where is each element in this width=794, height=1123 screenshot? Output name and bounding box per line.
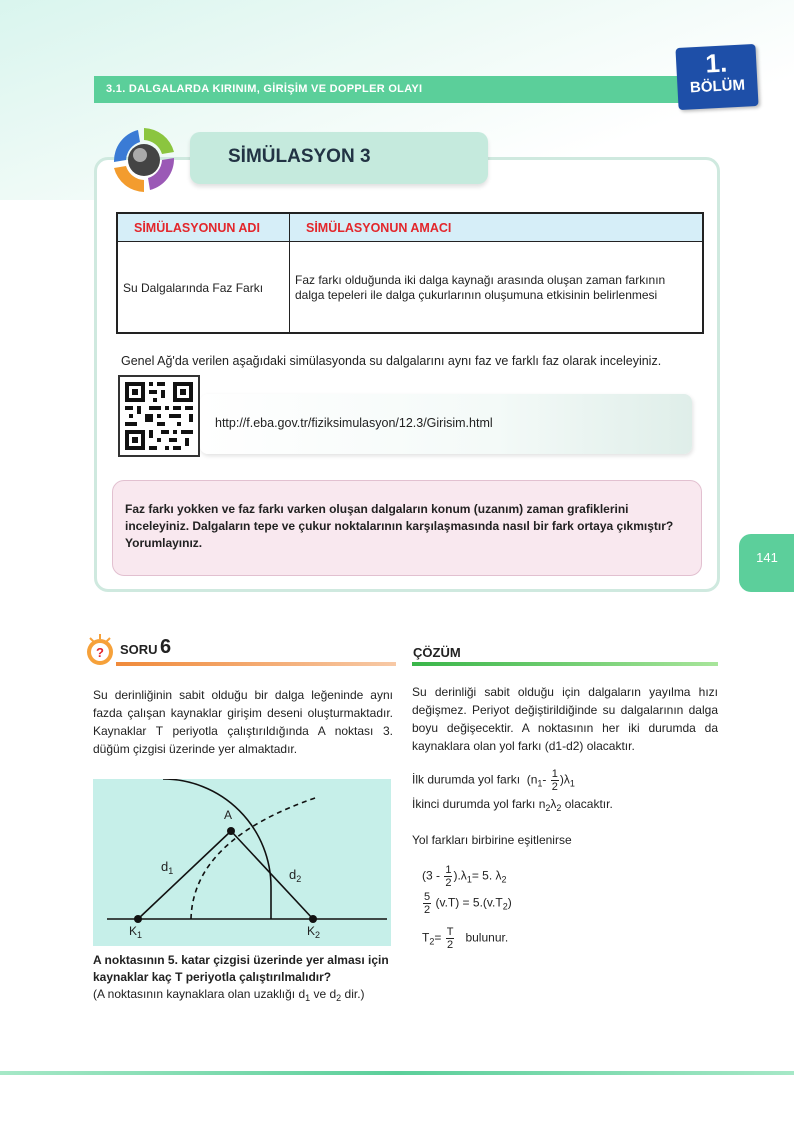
label-k1: $K_1$: [129, 924, 143, 940]
table-cell-purpose: Faz farkı olduğunda iki dalga kaynağı arasında oluşan zaman farkının dalga tepeleri ile dalga çukurlarının oluşumuna etkisinin belirlenmesi: [295, 273, 666, 302]
figure-question: [93, 952, 393, 1007]
soru-divider: [116, 662, 396, 666]
soru-text: Su derinliğinin sabit olduğu bir dalga leğeninde aynı fazda çalışan kaynaklar girişim deseni oluşturmaktadır. Kaynaklar T periyotla çalıştırıldığında A noktası 3. düğüm çizgisi üzerinde yer almaktadır.: [93, 688, 393, 756]
qr-code[interactable]: [118, 375, 200, 457]
cozum-divider: [412, 662, 718, 666]
simulation-question-box: [112, 480, 702, 576]
point-k1: [134, 915, 142, 923]
page-number-tab: [739, 534, 794, 592]
soru-number: 6: [160, 636, 172, 658]
simulation-icon: [108, 124, 180, 196]
solid-arc: [163, 779, 271, 919]
question-icon: [84, 632, 116, 668]
simulation-title: SİMÜLASYON 3: [228, 146, 371, 167]
dashed-arc: [191, 797, 318, 919]
equation-2: $\frac{5}{2}$ $(v.T) = 5.(v.T_2)$: [424, 891, 512, 916]
page-number: 141: [756, 550, 778, 565]
interference-figure: [93, 779, 391, 946]
soru-label: SORU: [120, 642, 158, 657]
interference-diagram: [93, 779, 391, 946]
label-d2: $d_2$: [289, 867, 302, 884]
cozum-line2: İkinci durumda yol farkı $n_2\lambda_2$ olacaktır.: [412, 797, 613, 813]
cozum-line1: İlk durumda yol farkı ($n_1-$ $\frac{1}{2}$ )$\lambda_1$: [412, 768, 575, 793]
figure-question-text: A noktasının 5. katar çizgisi üzerinde yer alması için kaynaklar kaç T periyotla çalıştırılmalıdır?: [93, 953, 389, 984]
line-d1: [138, 831, 231, 919]
svg-text:?: ?: [96, 645, 104, 660]
table-header-purpose: SİMÜLASYONUN AMACI: [290, 214, 702, 242]
label-k2: $K_2$: [307, 924, 321, 940]
simulation-question-text: Faz farkı yokken ve faz farkı varken oluşan dalgaların konum (uzanım) zaman grafiklerini inceleyiniz. Dalgaların tepe ve çukur noktalarının karşılaşmasında nasıl bir fark ortaya çıkmıştır? Yorumlayınız.: [125, 502, 674, 550]
section-banner: 3.1. DALGALARDA KIRINIM, GİRİŞİM VE DOPPLER OLAYI: [94, 76, 714, 103]
figure-question-note: (A noktasının kaynaklara olan uzaklığı $d_1$ ve $d_2$ dir.): [93, 987, 365, 1003]
point-k2: [309, 915, 317, 923]
footer-line: [0, 1071, 794, 1075]
cozum-line3: Yol farkları birbirine eşitlenirse: [412, 833, 572, 847]
chapter-number: 1.: [704, 47, 728, 79]
label-a: A: [224, 808, 233, 822]
point-a: [227, 827, 235, 835]
table-header-name: SİMÜLASYONUN ADI: [118, 214, 290, 242]
simulation-intro: Genel Ağ'da verilen aşağıdaki simülasyonda su dalgalarını aynı faz ve farklı faz olarak inceleyiniz.: [121, 354, 662, 368]
chapter-label: BÖLÜM: [689, 76, 746, 97]
table-cell-name: Su Dalgalarında Faz Farkı: [118, 242, 290, 334]
cozum-label: ÇÖZÜM: [413, 645, 461, 660]
equation-3: $T_2=$ $\frac{T}{2}$ bulunur.: [422, 926, 509, 951]
label-d1: $d_1$: [161, 859, 174, 876]
simulation-table: [116, 212, 704, 334]
simulation-url-link[interactable]: http://f.eba.gov.tr/fiziksimulasyon/12.3/Girisim.html: [215, 416, 493, 430]
equation-1: (3 - $\frac{1}{2}$ )$.\lambda_1= 5$. $\lambda_2$: [422, 864, 507, 889]
chapter-badge: [675, 44, 758, 110]
cozum-text: Su derinliği sabit olduğu için dalgaların yayılma hızı değişmez. Periyot değiştirildiğinde su dalgalarının dalga boyu değişecektir. A noktasının her iki durumda da kaynaklara olan yol farkı (d1-d2) olacaktır.: [412, 685, 718, 753]
